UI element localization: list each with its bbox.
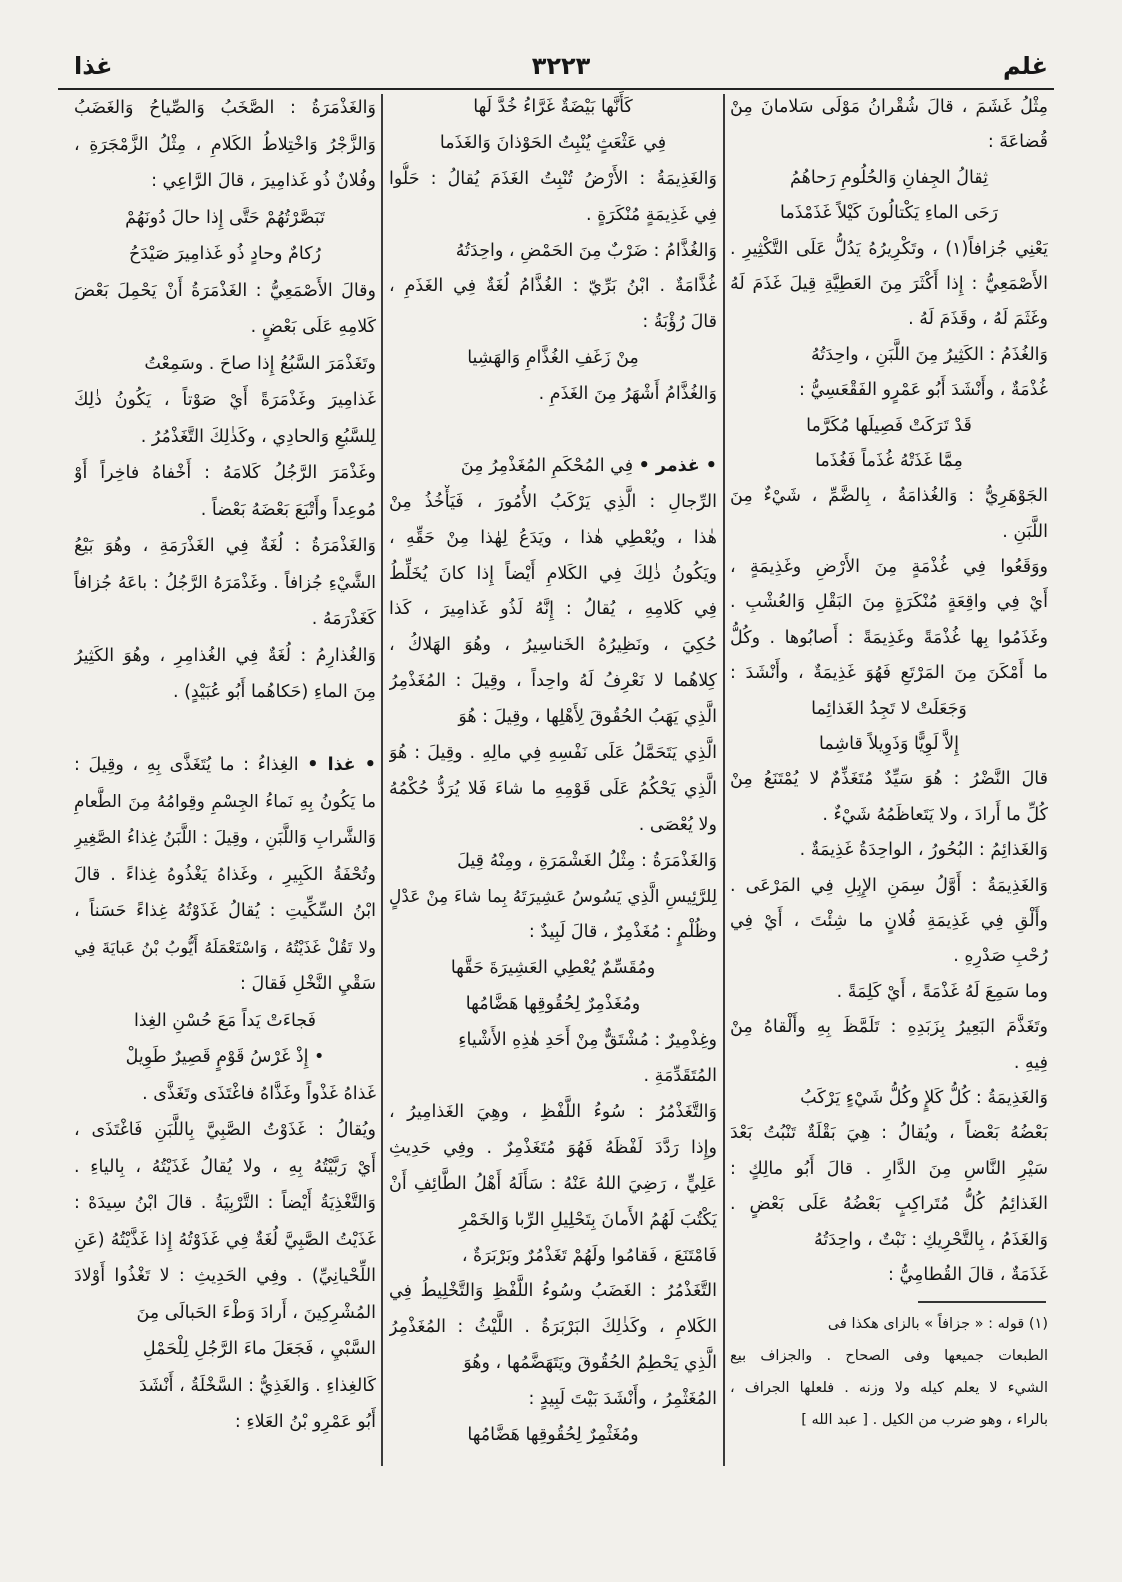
verse-line: كَأَنَّها بَيْضَةٌ غَرَّاءُ خُدَّ لَها [473, 97, 633, 117]
page-number: ٣٢٢٣ [531, 52, 591, 80]
text-line: وَالغَذْمَرَةُ : لُغَةٌ فِي الغَذْرَمَةِ ، وهُوَ بَيْعُ [74, 536, 376, 556]
verse-line: ومُغَثْمِرٌ لِحُقُوقِها هَضَّامُها [467, 1424, 639, 1445]
text-line: الَّذِي يَهَبُ الحُقُوقَ لِأَهْلِها ، وقِيلَ : هُوَ [458, 707, 717, 728]
text-line: قالَ النَّضْرُ : هُوَ سَيِّدٌ مُتَغَذِّمٌ لا يُمْتَنَعُ مِنْ [730, 769, 1048, 790]
column-left [74, 90, 376, 1441]
entry-line [74, 747, 376, 784]
column-divider [381, 94, 383, 1466]
text-line: غَذَمَةٌ ، قالَ القُطامِيُّ : [888, 1264, 1048, 1285]
footnote-line: الشيء لا يعلم كيله ولا وزنه . فلعلها الجراف ، [730, 1380, 1048, 1396]
text-line: الجَوْهَرِيُّ : وَالغُذامَةُ ، بِالضَّمِّ ، شَيْءٌ مِنَ [730, 486, 1048, 507]
entry-headword: • غذمر • [638, 455, 717, 476]
footnote-line: الطبعات جميعها وفى الصحاح . والجزاف بيع [730, 1348, 1048, 1364]
text-line: غُذْمَةٌ ، وأَنْشَدَ أَبُو عَمْرٍو الفَقْعَسِيُّ : [799, 380, 1048, 401]
verse-line: فَجاءَتْ يَداً مَعَ حُسْنِ الغِذا [134, 1010, 316, 1031]
text-line: كَغَذْرَمَهُ . [311, 609, 376, 629]
text-line: وَالغَذَمُ ، بِالتَّحْرِيكِ : نَبْتٌ ، واحِدَتُهُ [814, 1229, 1048, 1250]
verse-line: ثِقالُ الجِفانِ وَالحُلُومِ رَحاهُمُ [789, 167, 989, 188]
text-line: ولا يُعْصَى . [638, 814, 717, 835]
text-line: ما أَمْكَنَ مِنَ المَرْتَعِ فَهُوَ غَذِيمَةٌ ، وأَنْشَدَ : [730, 663, 1048, 684]
text-line: وظُلْمٍ : مُغَذْمِرٌ ، قالَ لَبِيدٌ : [528, 922, 717, 943]
entry-text: الغِذاءُ : ما يُتَغَذَّى بِهِ ، وقِيلَ : [74, 755, 299, 775]
text-line: المُغَثْمِرُ ، وأَنْشَدَ بَيْتَ لَبِيدٍ : [528, 1389, 717, 1410]
text-line: كِلاهُما لا نَعْرِفُ لَهُ واحِداً ، وقِيلَ : المُغَذْمِرُ [389, 671, 717, 692]
text-line: وَالشَّرابِ وَاللَّبَنِ ، وقِيلَ : اللَّبَنُ غِذاءُ الصَّغِيرِ [74, 828, 376, 848]
column-right [730, 90, 1048, 1293]
verse-line: تَبَصَّرْتُهُمْ حَتَّى إِذا حالَ دُونَهُمْ [125, 207, 325, 228]
text-line: غَذاهُ غَذْواً وغَذَّاهُ فاغْتَذَى وتَغَذَّى . [142, 1083, 376, 1104]
text-line: وَالتَّغَذْمُرُ : سُوءُ اللَّفْظِ ، وهِيَ الغَذامِيرُ ، [389, 1101, 717, 1122]
text-line: وغَذْمَرَ الرَّجُلُ كَلامَهُ : أَخْفاهُ فاخِراً أَوْ [74, 463, 376, 483]
text-line: وَالتَّغْذِيَةُ أَيْضاً : التَّرْبِيَةُ . قالَ ابْنُ سِيدَهْ : [74, 1193, 376, 1213]
text-line: فِيهِ . [1013, 1052, 1048, 1073]
text-line: ووَقَعُوا فِي غُذْمَةٍ مِنَ الأَرْضِ وغَذِيمَةٍ ، [730, 557, 1048, 578]
text-line: وَالغُذارِمُ : لُغَةٌ فِي الغُذامِرِ ، وهُوَ الكَثِيرُ [74, 645, 376, 666]
text-line: كَلامِهِ عَلَى بَعْضٍ . [250, 317, 376, 337]
text-line: سَقْيِ النَّخْلِ فَقالَ : [240, 974, 376, 994]
text-line: المُشْرِكِينَ ، أَرادَ وَطْءَ الحَبالَى مِنَ [136, 1302, 376, 1323]
footnote-line: بالراء ، وهو ضرب من الكيل . [ عبد الله ] [801, 1412, 1048, 1428]
text-line: وغَذَمُوا بِها غُذْمَةً وغَذِيمَةً : أَصابُوها . وكُلُّ [730, 627, 1048, 648]
text-line: الأَصْمَعِيُّ : إِذا أَكْثَرَ مِنَ العَطِيَّةِ قِيلَ غَذَمَ لَهُ [730, 273, 1048, 294]
text-line: وتُحْفَةُ الكَبِيرِ ، وغَذاهُ يَغْذُوهُ غِذاءً . قالَ [74, 864, 376, 885]
text-line: يَكْتُبَ لَهُمُ الأَمانَ بِتَحْلِيلِ الرِّبا وَالخَمْرِ [459, 1209, 717, 1230]
text-line: وَالغَذِيمَةُ : الأَرْضُ تُنْبِتُ الغَذَمَ يُقالُ : حَلُّوا [389, 168, 717, 189]
running-head-left: غذا [74, 52, 113, 80]
text-line: مِنَ الماءِ (حَكاهُما أَبُو عُبَيْدٍ) . [172, 682, 376, 702]
text-line: ما يَكُونُ بِهِ نَماءُ الجِسْمِ وقِوامُهُ مِنَ الطَّعامِ [74, 791, 376, 812]
column-divider [723, 94, 725, 1466]
text-line: أَبُو عَمْرِو بْنُ العَلاءِ : [234, 1412, 376, 1432]
text-line: الَّذِي يَتَحَمَّلُ عَلَى نَفْسِهِ فِي مالِهِ . وقِيلَ : هُوَ [389, 743, 717, 764]
footnote-rule [918, 1301, 1046, 1303]
verse-line: مِنْ زَغَفِ الغُذَّامِ وَالهَشِيا [467, 348, 639, 369]
text-line: أَيْ رَبَّيْتُهُ بِهِ ، ولا يُقالُ غَذَيْتُهُ ، بِالياءِ . [74, 1156, 376, 1177]
text-line: الشَّيْءِ جُزافاً . وغَذْمَرَهُ الرَّجُلُ : باعَهُ جُزافاً [74, 572, 376, 593]
text-line: يَعْنِي جُزافاً(١) ، وتَكْرِيرُهُ يَدُلُّ عَلَى التَّكْثِيرِ . [730, 238, 1048, 259]
text-line: وَالغُذَمُ : الكَثِيرُ مِنَ اللَّبَنِ ، واحِدَتُهُ [811, 344, 1048, 365]
text-line: وَالغُذَّامُ أَشْهَرُ مِنَ الغَذَمِ . [538, 384, 717, 405]
text-line: قالَ رُؤْبَةُ : [642, 312, 717, 333]
text-line: رُحْبِ صَدْرِهِ . [953, 946, 1048, 967]
text-line: الَّذِي يَحْطِمُ الحُقُوقَ ويَتَهَضَّمُها ، وهُوَ [463, 1353, 717, 1374]
text-line: ولا تَقُلْ غَذَيْتُهُ ، وَاسْتَعْمَلَهُ أَيُّوبُ بْنُ عَبايَةَ فِي [74, 937, 376, 957]
text-line: غُذَّامَةٌ . ابْنُ بَرِّيّ : الغُذَّامُ لُغَةٌ فِي الغَذَمِ ، [389, 276, 717, 297]
text-line: وأَلْقِ فِي غَذِيمَةِ فُلانٍ ما شِئْتَ ، أَيْ فِي [730, 910, 1048, 931]
text-line: مِثْلُ غَشَمَ ، قالَ شُقْرانُ مَوْلَى سَلامانَ مِنْ [730, 97, 1048, 117]
text-line: وَالغَذْمَرَةُ : مِثْلُ الغَشْمَرَةِ ، ومِنْهُ قِيلَ [457, 850, 717, 871]
text-line: سَيْرِ النَّاسِ مِنَ الدَّارِ . قالَ أَبُو مالِكٍ : [730, 1158, 1048, 1179]
text-line: عَلِيٍّ ، رَضِيَ اللهُ عَنْهُ : سَأَلَهُ أَهْلُ الطَّائِفِ أَنْ [389, 1173, 717, 1194]
verse-line: وَجَعَلَتْ لا تَجِدُ الغَذائِما [811, 698, 967, 719]
text-line: وغَثَمَ لَهُ ، وقَذَمَ لَهُ . [908, 309, 1048, 330]
text-line: وَالغَذِيمَةُ : أَوَّلُ سِمَنِ الإِبِلِ فِي المَرْعَى . [730, 875, 1048, 896]
text-line: كُلِّ ما أَرادَ ، ولا يَتَعاظَمُهُ شَيْءٌ . [822, 804, 1048, 825]
text-line: وقالَ الأَصْمَعِيُّ : الغَذْمَرَةُ أَنْ يَحْمِلَ بَعْضَ [74, 280, 376, 301]
text-line: كَالغِذاءِ . وَالغَذِيُّ : السَّخْلَةُ ، أَنْشَدَ [139, 1375, 376, 1396]
text-line: وتَغَذْمَرَ السَّبُعُ إِذا صاحَ . وسَمِعْتُ [144, 353, 376, 374]
text-line: وفُلانٌ ذُو غَذامِيرَ ، قالَ الرَّاعِي : [151, 171, 376, 191]
text-line: الَّذِي يَحْكُمُ عَلَى قَوْمِهِ ما شاءَ فَلا يُرَدُّ حُكْمُهُ [389, 778, 717, 799]
verse-line: إِلاَّ لَوِيًّا وَذَوِيلاً قاشِما [819, 734, 959, 755]
text-line: وَالغَذائِمُ : البُحُورُ ، الواحِدَةُ غَذِيمَةٌ . [799, 840, 1048, 861]
text-line: غَذَيْتُ الصَّبِيَّ لُغَةٌ فِي غَذَوْتُهُ إِذا غَذَّيْتُهُ (عَنِ [74, 1229, 376, 1250]
footnote [730, 1308, 1048, 1436]
text-line: الرِّجالِ : الَّذِي يَرْكَبُ الأُمُورَ ، فَيَأْخُذُ مِنْ [389, 491, 717, 512]
text-line: أَيْ فِي واقِعَةٍ مُنْكَرَةٍ مِنَ البَقْلِ وَالعُشْبِ . [730, 592, 1048, 613]
verse-line: فِي عَثْعَثٍ يُنْبِتُ الحَوْذانَ وَالغَذَما [439, 132, 667, 153]
verse-line: رَحَى الماءِ يَكْتالُونَ كَيْلاً غَذَمْذَما [779, 203, 998, 224]
blank-line [74, 711, 376, 748]
text-line: فِي كَلامِهِ ، يُقالُ : إِنَّهُ لَذُو غَذامِيرَ ، كَذا [389, 599, 717, 620]
running-head-right: غلم [1002, 52, 1048, 80]
text-line: الكَلامِ ، وكَذٰلِكَ البَرْبَرَةُ . اللَّيْثُ : المُغَذْمِرُ [389, 1317, 717, 1338]
text-line: اللِّحْيانِيِّ) . وفِي الحَدِيثِ : لا تَغْذُوا أَوْلادَ [74, 1266, 376, 1286]
text-line: المُتَقَدِّمَةِ . [643, 1066, 717, 1087]
text-line: لِلرَّئِيسِ الَّذِي يَسُوسُ عَشِيرَتَهُ بِما شاءَ مِنْ عَدْلٍ [389, 886, 717, 907]
text-line: وما سَمِعَ لَهُ غَذْمَةً ، أَيْ كَلِمَةً . [836, 981, 1048, 1002]
verse-line: مِمَّا غَذَتْهُ غُذَماً فَغُذَما [815, 450, 963, 471]
text-line: وَالغَذْمَرَةُ : الصَّخَبُ وَالصِّياحُ وَالغَضَبُ [74, 98, 376, 118]
verse-line: رُكامٌ وحادٍ ذُو غَذامِيرَ صَيْدَحُ [129, 244, 321, 264]
text-line: ويُقالُ : غَذَوْتُ الصَّبِيَّ بِاللَّبَنِ فَاغْتَذَى ، [74, 1120, 376, 1140]
text-line: هٰذا ، ويُعْطِي هٰذا ، ويَدَعُ لِهٰذا مِنْ حَقِّهِ ، [389, 527, 717, 548]
entry-text: فِي المُحْكَمِ المُغَذْمِرُ مِنَ [460, 455, 634, 476]
text-line: فِي غَذِيمَةٍ مُنْكَرَةٍ . [585, 204, 717, 225]
text-line: قُضاعَةَ : [987, 132, 1048, 153]
text-line: لِلسَّبُعِ وَالحادِي ، وكَذٰلِكَ التَّغَذْمُرُ . [140, 426, 376, 447]
text-line: وَالزَّجْرُ وَاخْتِلاطُ الكَلامِ ، مِثْلُ الزَّمْجَرَةِ ، [74, 134, 376, 155]
text-line: السَّبْيِ ، فَجَعَلَ ماءَ الرَّجُلِ لِلْحَمْلِ [142, 1339, 376, 1359]
verse-line: قَدْ تَرَكَتْ فَصِيلَها مُكَرَّما [806, 415, 972, 436]
verse-line: ومُغَذْمِرٌ لِحُقُوقِها هَضَّامُها [465, 994, 641, 1015]
entry-line [389, 449, 717, 485]
text-line: مُوعِداً وأَتْبَعَ بَعْضَهُ بَعْضاً . [200, 499, 376, 520]
blank-line [389, 413, 717, 449]
footnote-line: (١) قوله : « جزافاً » بالزاى هكذا فى [827, 1316, 1048, 1332]
text-line: حُكِيَ ، ونَظِيرُهُ الخَناسِيرُ ، وهُوَ الهَلاكُ ، [389, 635, 717, 656]
text-line: اللَّبَنِ . [1002, 521, 1048, 542]
text-line: وَالغَذِيمَةُ : كُلُّ كَلإٍ وكُلُّ شَيْءٍ يَرْكَبُ [800, 1087, 1048, 1108]
text-line: وإِذا رَدَّدَ لَفْظَهُ فَهُوَ مُتَغَذْمِرٌ . وفِي حَدِيثِ [389, 1137, 717, 1158]
text-line: وغِذْمِيرٌ : مُشْتَقٌّ مِنْ أَحَدِ هٰذِهِ الأَشْياءِ [458, 1030, 717, 1051]
text-line: وَالغُذَّامُ : ضَرْبٌ مِنَ الحَمْضِ ، واحِدَتُهُ [455, 240, 717, 261]
text-line: ويَكُونُ ذٰلِكَ فِي الكَلامِ أَيْضاً إِذا كانَ يُخَلِّطُ [389, 563, 717, 584]
verse-line: ومُقَسِّمٌ يُعْطِي العَشِيرَةَ حَقَّها [450, 958, 656, 979]
text-line: التَّغَذْمُرُ : الغَضَبُ وسُوءُ اللَّفْظِ وَالتَّخْلِيطُ فِي [389, 1281, 717, 1302]
verse-line: • إِذْ غَرْسُ قَوْمٍ قَصِيرٌ طَوِيلْ [125, 1047, 325, 1067]
column-middle [389, 90, 717, 1454]
text-line: ابْنُ السِّكِّيتِ : يُقالُ غَذَوْتُهُ غِذاءً حَسَناً ، [74, 901, 376, 921]
text-line: وتَغَذَّمَ البَعِيرُ بِزَبَدِهِ : تَلَمَّظَ بِهِ وأَلْقاهُ مِنْ [730, 1017, 1048, 1038]
entry-headword: • غذا • [307, 755, 376, 775]
text-line: بَعْضُهُ بَعْضاً ، ويُقالُ : هِيَ بَقْلَةٌ تَنْبُتُ بَعْدَ [730, 1123, 1048, 1144]
text-line: فَامْتَنَعَ ، فَقامُوا ولَهُمْ تَغَذْمُرٌ وبَرْبَرَةٌ ، [461, 1245, 717, 1266]
text-line: الغَذائِمُ كُلُّ مُتَراكِبٍ بَعْضُهُ عَلَى بَعْضٍ . [730, 1194, 1048, 1215]
text-line: غَذامِيرَ وغَذْمَرَةً أَيْ صَوْتاً ، يَكُونُ ذٰلِكَ [74, 390, 376, 410]
